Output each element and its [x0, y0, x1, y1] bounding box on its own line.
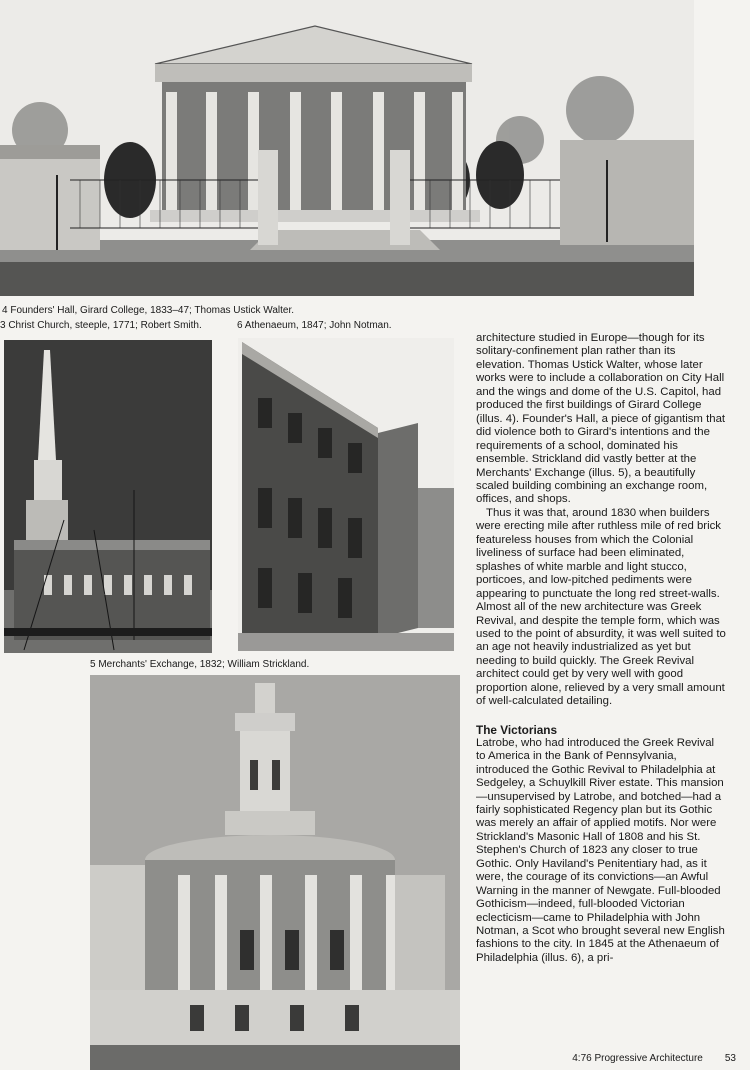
caption-merchants-exchange: 5 Merchants' Exchange, 1832; William Strickland.: [90, 659, 310, 670]
photo-athenaeum: [238, 338, 454, 651]
article-body: [476, 332, 726, 965]
caption-athenaeum: 6 Athenaeum, 1847; John Notman.: [237, 320, 392, 331]
paragraph: architecture studied in Europe—though for its solitary-confinement plan rather than its elevation. Thomas Ustick Walter, whose later works were to include a collaboration on City Hall and the wings and dome of the U.S. Capitol, had produced the first buildings of Girard College (illus. 4). Founder's Hall, a piece of gigantism that did violence both to Girard's intentions and the requirements of a school, dominated his ensemble. Strickland did vastly better at the Merchants' Exchange (illus. 5), a beautifully scaled building combining an exchange room, offices, and shops.: [476, 332, 726, 506]
photo-merchants-exchange: [90, 675, 460, 1070]
caption-christ-church: 3 Christ Church, steeple, 1771; Robert Smith.: [0, 320, 202, 331]
page-footer: [572, 1053, 736, 1064]
caption-founders-hall: 4 Founders' Hall, Girard College, 1833–47; Thomas Ustick Walter.: [2, 305, 295, 316]
paragraph: Thus it was that, around 1830 when builders were erecting mile after ruthless mile of red brick featureless houses from which the Colonial liveliness of surface had been eliminated, splashes of white marble and light stucco, porticoes, and low-pitched pediments were appearing to punctuate the long red street-walls. Almost all of the new architecture was Greek Revival, and despite the temple form, which was used to the point of absurdity, it was well suited to an age not heavily industrialized as yet but needing to build quickly. The Greek Revival architect could get by very well with good proportion alone, relieved by a very small amount of well-calculated detailing.: [476, 506, 726, 708]
paragraph: Latrobe, who had introduced the Greek Revival to America in the Bank of Pennsylvania, introduced the Gothic Revival to Philadelphia at Sedgeley, a Schuylkill River estate. This mansion—unsupervised by Latrobe, and botched—had a fairly sophisticated Regency plan but its Gothic was merely an affair of applied motifs. Nor were Strickland's Masonic Hall of 1808 and his St. Stephen's Church of 1823 any closer to true Gothic. Only Haviland's Penitentiary had, as it were, the courage of its convictions—an Awful Warning in the manner of Newgate. Full-blooded Gothicism—indeed, full-blooded Victorian eclecticism—came to Philadelphia with John Notman, a Scot who brought several new English fashions to the city. In 1845 at the Athenaeum of Philadelphia (illus. 6), a pri-: [476, 736, 725, 964]
photo-founders-hall: [0, 0, 694, 296]
photo-christ-church: [4, 340, 212, 653]
issue-label: 4:76 Progressive Architecture: [572, 1053, 703, 1064]
section-heading: The Victorians: [476, 722, 558, 737]
page-number: 53: [724, 1053, 736, 1064]
